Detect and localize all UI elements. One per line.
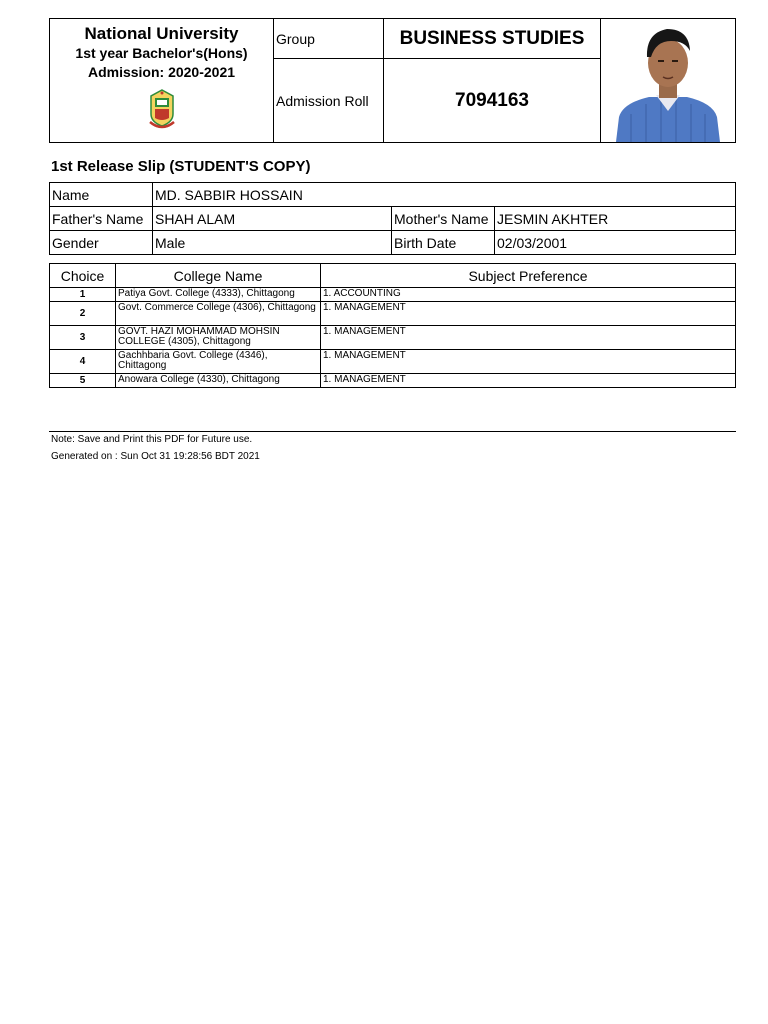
name-label: Name [50,183,153,207]
choice-number: 5 [50,374,116,388]
university-cell [50,19,274,143]
subject-preference: 1. MANAGEMENT [321,374,736,388]
college-name: Gachhbaria Govt. College (4346), Chittagong [116,350,321,374]
subject-preference: 1. MANAGEMENT [321,350,736,374]
choice-number: 2 [50,302,116,326]
admission-roll-label: Admission Roll [274,59,384,143]
table-row [50,350,736,374]
student-photo-cell [601,19,736,143]
university-logo-icon [147,88,177,130]
birth-date-value: 02/03/2001 [495,231,736,255]
slip-title: 1st Release Slip (STUDENT'S COPY) [51,158,311,175]
admission-session: Admission: 2020-2021 [87,64,236,80]
group-value: BUSINESS STUDIES [384,19,601,59]
college-name: Patiya Govt. College (4333), Chittagong [116,288,321,302]
college-choices-table [49,263,736,388]
gender-value: Male [153,231,392,255]
choice-header: Choice [50,264,116,288]
table-row [50,326,736,350]
group-label: Group [274,19,384,59]
college-name: Govt. Commerce College (4306), Chittagong [116,302,321,326]
admission-roll-value: 7094163 [384,59,601,143]
college-name: GOVT. HAZI MOHAMMAD MOHSIN COLLEGE (4305), Chittagong [116,326,321,350]
footer-note: Note: Save and Print this PDF for Future use. [51,434,253,445]
student-info-table [49,182,736,255]
college-name-header: College Name [116,264,321,288]
father-name-label: Father's Name [50,207,153,231]
mother-name-label: Mother's Name [392,207,495,231]
university-name: National University [84,24,239,43]
table-row [50,302,736,326]
subject-preference: 1. ACCOUNTING [321,288,736,302]
father-name-value: SHAH ALAM [153,207,392,231]
choice-number: 3 [50,326,116,350]
choice-number: 4 [50,350,116,374]
program-name: 1st year Bachelor's(Hons) [75,45,248,61]
generated-timestamp: Generated on : Sun Oct 31 19:28:56 BDT 2021 [51,451,260,462]
subject-preference-header: Subject Preference [321,264,736,288]
table-row [50,288,736,302]
gender-label: Gender [50,231,153,255]
name-value: MD. SABBIR HOSSAIN [153,183,736,207]
student-photo [601,19,735,142]
mother-name-value: JESMIN AKHTER [495,207,736,231]
footer-divider [49,431,736,432]
birth-date-label: Birth Date [392,231,495,255]
header-table [49,18,736,143]
choice-number: 1 [50,288,116,302]
table-row [50,374,736,388]
subject-preference: 1. MANAGEMENT [321,326,736,350]
college-name: Anowara College (4330), Chittagong [116,374,321,388]
subject-preference: 1. MANAGEMENT [321,302,736,326]
